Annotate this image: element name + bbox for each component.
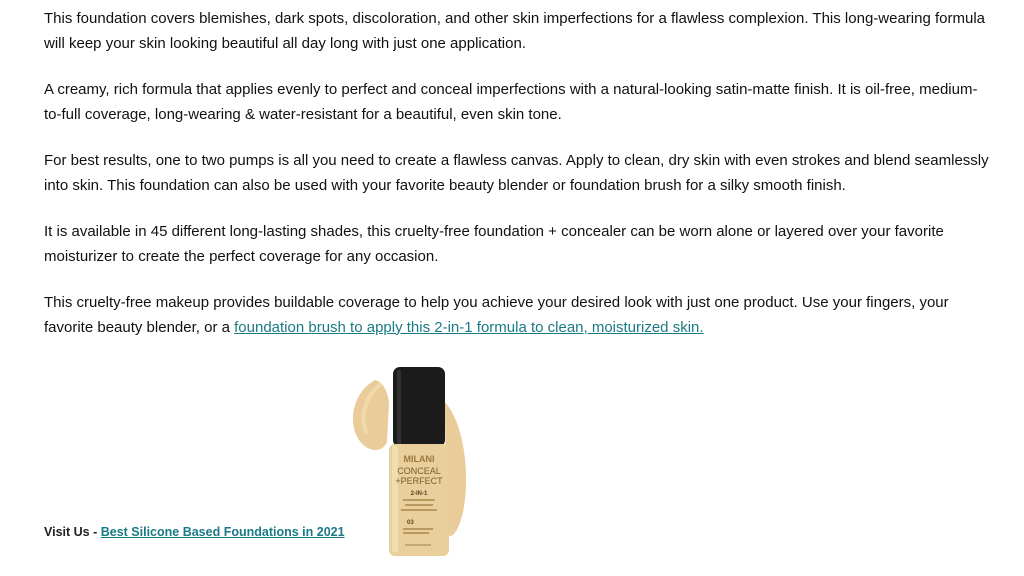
- shade-number: 03: [407, 520, 414, 526]
- brand-label: MILANI: [403, 454, 435, 464]
- paragraph-5: [44, 291, 994, 340]
- footer-prefix: Visit Us -: [44, 525, 101, 539]
- article-body: [44, 7, 994, 362]
- foundation-bottle-image: [345, 362, 480, 562]
- foundation-swatch: [353, 380, 389, 450]
- paragraph-1: This foundation covers blemishes, dark spots, discoloration, and other skin imperfections for a flawless complexion. This long-wearing formula will keep your skin looking beautiful all day long with just one application.: [44, 10, 986, 52]
- paragraph-3: For best results, one to two pumps is all you need to create a flawless canvas. Apply to clean, dry skin with even strokes and blend seamlessly into skin. This foundation can also be used with your favorite beauty blender or foundation brush for a silky smooth finish.: [44, 152, 989, 194]
- paragraph-2: A creamy, rich formula that applies evenly to perfect and conceal imperfections with a natural-looking satin-matte finish. It is oil-free, medium-to-full coverage, long-wearing & water-resistant for a beautiful, even skin tone.: [44, 81, 978, 123]
- paragraph-5-text: This cruelty-free makeup provides buildable coverage to help you achieve your desired look with just one product. Use your fingers, your favorite beauty blender, or a: [44, 294, 949, 336]
- product-image: [345, 362, 480, 562]
- paragraph-4: It is available in 45 different long-lasting shades, this cruelty-free foundation + concealer can be worn alone or layered over your favorite moisturizer to create the perfect coverage for any occasion.: [44, 223, 944, 265]
- product-line-3: 2-IN-1: [410, 491, 428, 497]
- product-line-2: +PERFECT: [395, 476, 443, 486]
- product-line-1: CONCEAL: [397, 466, 441, 476]
- silicone-foundations-link[interactable]: Best Silicone Based Foundations in 2021: [100, 525, 345, 539]
- footer-visit-us: [44, 525, 345, 539]
- foundation-brush-link[interactable]: foundation brush to apply this 2-in-1 formula to clean, moisturized skin.: [234, 318, 704, 336]
